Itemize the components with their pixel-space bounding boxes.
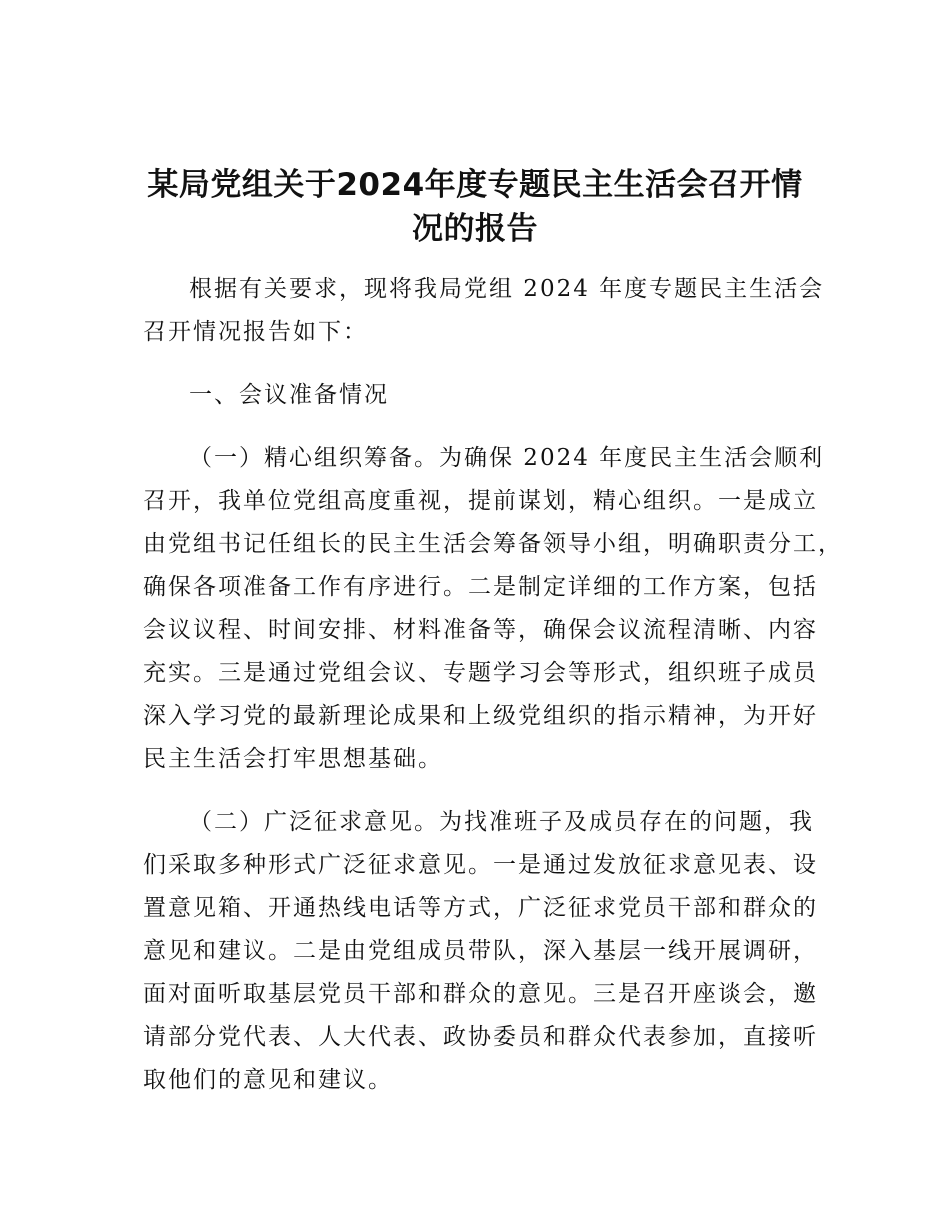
text-line: 们采取多种形式广泛征求意见。一是通过发放征求意见表、设 [143,852,818,878]
text-line: 置意见箱、开通热线电话等方式，广泛征求党员干部和群众的 [143,895,818,921]
title-line-2: 况的报告 [412,211,538,247]
text-line: 由党组书记任组长的民主生活会筹备领导小组，明确职责分工， [143,531,843,557]
text-line: 确保各项准备工作有序进行。二是制定详细的工作方案，包括 [143,574,818,600]
text-line: 请部分党代表、人大代表、政协委员和群众代表参加，直接听 [143,1024,818,1050]
title-line-1: 某局党组关于2024年度专题民主生活会召开情 [147,167,803,203]
text-line: 会议议程、时间安排、材料准备等，确保会议流程清晰、内容 [143,617,818,643]
text-line: 召开情况报告如下： [143,319,368,345]
intro-paragraph [143,268,825,354]
text-line: 充实。三是通过党组会议、专题学习会等形式，组织班子成员 [143,660,818,686]
text-line: （二）广泛征求意见。为找准班子及成员存在的问题，我 [189,809,814,835]
paragraph-opinions [143,801,818,1102]
text-line: 民主生活会打牢思想基础。 [143,746,443,772]
text-line: 取他们的意见和建议。 [143,1067,393,1093]
text-line: （一）精心组织筹备。为确保 2024 年度民主生活会顺利 [189,445,825,471]
text-line: 深入学习党的最新理论成果和上级党组织的指示精神，为开好 [143,703,818,729]
paragraph-preparation [143,437,843,781]
text-line: 根据有关要求，现将我局党组 2024 年度专题民主生活会 [189,276,825,302]
document-body [143,268,843,1102]
text-line: 召开，我单位党组高度重视，提前谋划，精心组织。一是成立 [143,488,818,514]
section-heading-text: 一、会议准备情况 [189,382,389,408]
document-title [120,163,830,251]
section-heading-1 [143,374,811,417]
text-line: 面对面听取基层党员干部和群众的意见。三是召开座谈会，邀 [143,981,818,1007]
text-line: 意见和建议。二是由党组成员带队，深入基层一线开展调研， [143,938,818,964]
